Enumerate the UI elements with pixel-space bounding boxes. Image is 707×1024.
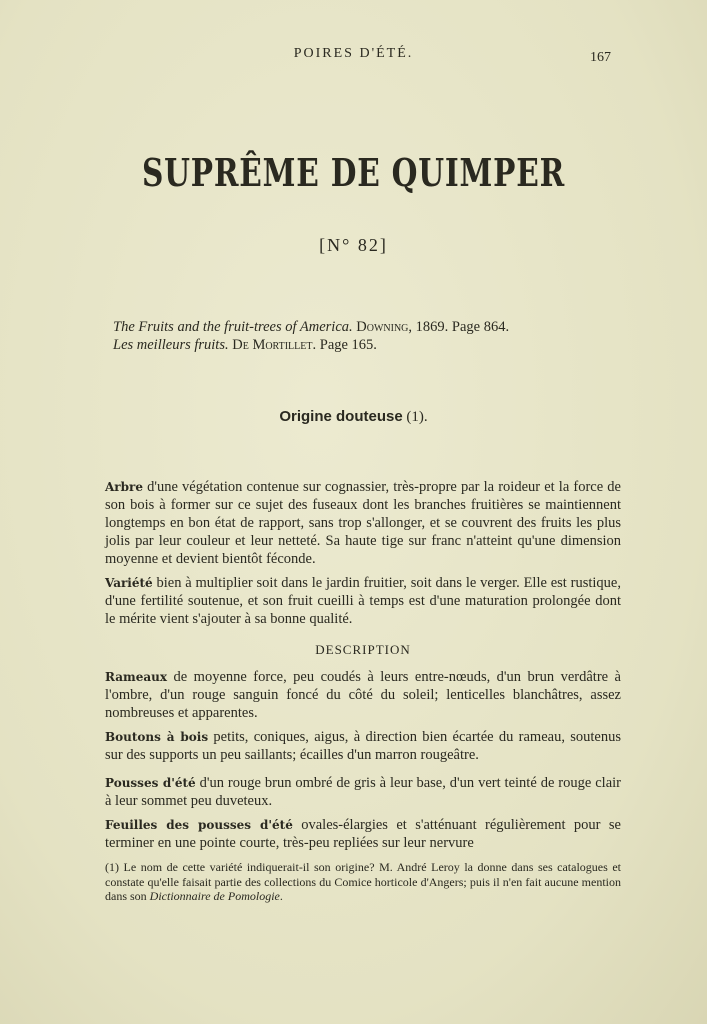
footnote: (1) Le nom de cette variété indiquerait-il son origine? M. André Leroy la donne dans ses catalogues et constate qu'elle faisait partie des collections du Comice horticole d'Angers; puis il n'en fait aucune mention dans son Dictionnaire de Pomologie. [105,860,621,903]
description-rameaux: Rameaux de moyenne force, peu coudés à leurs entre-nœuds, d'un brun verdâtre à l'ombre, d'un rouge sanguin foncé du côté du soleil; lenticelles blanchâtres, assez nombreuses et apparentes. [105,669,621,721]
reference: The Fruits and the fruit-trees of America. Downing, 1869. Page 864. [113,319,510,335]
origin-heading: Origine douteuse (1). [279,408,428,425]
paragraph-arbre: Arbre d'une végétation contenue sur cognassier, très-propre par la roideur et la force de son bois à former sur ce sujet des fuseaux dont les branches fruitières se maintiennent longtemps en bon état de rapport, sans trop s'allonger, et se couvrent des fruits les plus jolis par leur couleur et leur netteté. Sa haute tige sur franc n'atteint qu'une dimension moyenne et devient bientôt féconde. [105,479,621,567]
description-boutons: Boutons à bois petits, coniques, aigus, à direction bien écartée du rameau, soutenus sur des supports un peu saillants; écailles d'un marron rougeâtre. [105,729,622,763]
references [113,318,509,354]
page-title: SUPRÊME DE QUIMPER [141,150,566,195]
reference: Les meilleurs fruits. De Mortillet. Page 165. [113,337,377,353]
running-header: POIRES D'ÉTÉ. [293,46,414,61]
page-number: 167 [590,50,611,65]
variety-number: [N° 82] [319,235,388,255]
body-text [105,478,621,904]
description-feuilles: Feuilles des pousses d'été ovales-élargies et s'atténuant régulièrement pour se terminer en une pointe courte, très-peu repliées sur leur nervure [105,817,621,851]
description-heading: DESCRIPTION [315,642,411,657]
description-pousses: Pousses d'été d'un rouge brun ombré de gris à leur base, d'un vert teinté de rouge clair à leur sommet peu duveteux. [105,775,622,809]
paragraph-variete: Variété bien à multiplier soit dans le jardin fruitier, soit dans le verger. Elle est rustique, d'une fertilité soutenue, et son fruit cueilli à temps est d'une maturation prolongée dont le mérite vient s'ajouter à sa bonne qualité. [105,575,621,627]
